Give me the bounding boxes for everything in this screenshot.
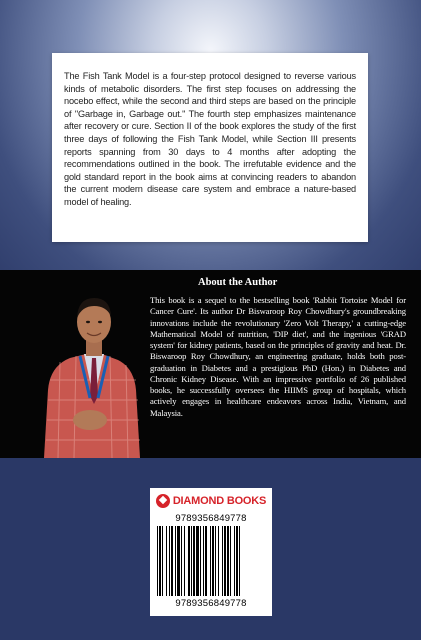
barcode-bar xyxy=(227,526,229,596)
barcode-bar xyxy=(162,526,163,596)
isbn-upper: 9789356849778 xyxy=(175,513,247,524)
barcode-bar xyxy=(218,526,219,596)
barcode-bar xyxy=(193,526,195,596)
barcode-bar xyxy=(222,526,223,596)
barcode-bar xyxy=(169,526,170,596)
barcode-bar xyxy=(203,526,204,596)
barcode-bar xyxy=(234,526,235,596)
barcode-bar xyxy=(230,526,231,596)
barcode-bar xyxy=(166,526,167,596)
barcode xyxy=(157,526,265,596)
barcode-bar xyxy=(188,526,190,596)
barcode-bar xyxy=(175,526,176,596)
publisher-name: DIAMOND BOOKS xyxy=(172,495,267,507)
barcode-bar xyxy=(196,526,199,596)
barcode-bar xyxy=(159,526,161,596)
author-heading: About the Author xyxy=(198,277,278,288)
barcode-bar xyxy=(212,526,214,596)
barcode-bar xyxy=(236,526,238,596)
author-photo xyxy=(30,270,150,458)
barcode-bar xyxy=(184,526,185,596)
publisher-block xyxy=(150,488,272,616)
isbn-lower: 9789356849778 xyxy=(175,598,247,609)
blurb-text: The Fish Tank Model is a four-step protocol designed to reverse various kinds of metabolic disorders. The first step focuses on addressing the nocebo effect, while the second and third steps are based on the principle of "Garbage in, Garbage out." The fourth step emphasizes maintenance after recovery or cure. Section II of the book explores the study of the first three days of following the Fish Tank Model, while Section III presents reports spanning from 30 days to 4 months after adopting the recommendations outlined in the book. The irrefutable evidence and the gold standard report in the book aims at convincing readers to abandon the current modern disease care system and embrace a nature-based model of healing. xyxy=(64,71,356,207)
blurb-box xyxy=(52,53,368,242)
barcode-bar xyxy=(200,526,201,596)
author-bio: This book is a sequel to the bestselling book 'Rabbit Tortoise Model for Cancer Cure'. Its author Dr Biswaroop Roy Chowdhury's groundbreaking innovations include the revolutionary 'Zero Volt Therapy,' a cutting-edge Mathematical Model of nutrition, 'DIP diet', and the ingenious 'GRAD system' for kidney patients, based on the principles of gravity and heat. Dr. Biswaroop Roy Chowdhury, an engineering graduate, holds both post-graduation in Diabetes and a prestigious PhD (Hon.) in Diabetes and Chronic Kidney Disease. With an impressive portfolio of 26 published books, he successfully oversees the HIIMS group of hospitals, which actively engages in healthcare endeavors across India, Vietnam, and Malaysia. xyxy=(150,295,406,418)
barcode-bar xyxy=(177,526,180,596)
barcode-bar xyxy=(210,526,211,596)
barcode-bar xyxy=(205,526,207,596)
barcode-bar xyxy=(191,526,192,596)
barcode-bar xyxy=(171,526,173,596)
author-section xyxy=(0,270,421,458)
diamond-logo-icon xyxy=(156,494,170,508)
barcode-bar xyxy=(157,526,158,596)
barcode-bar xyxy=(181,526,182,596)
barcode-bar xyxy=(224,526,226,596)
publisher-logo xyxy=(154,492,268,510)
barcode-bar xyxy=(239,526,240,596)
barcode-bar xyxy=(215,526,216,596)
